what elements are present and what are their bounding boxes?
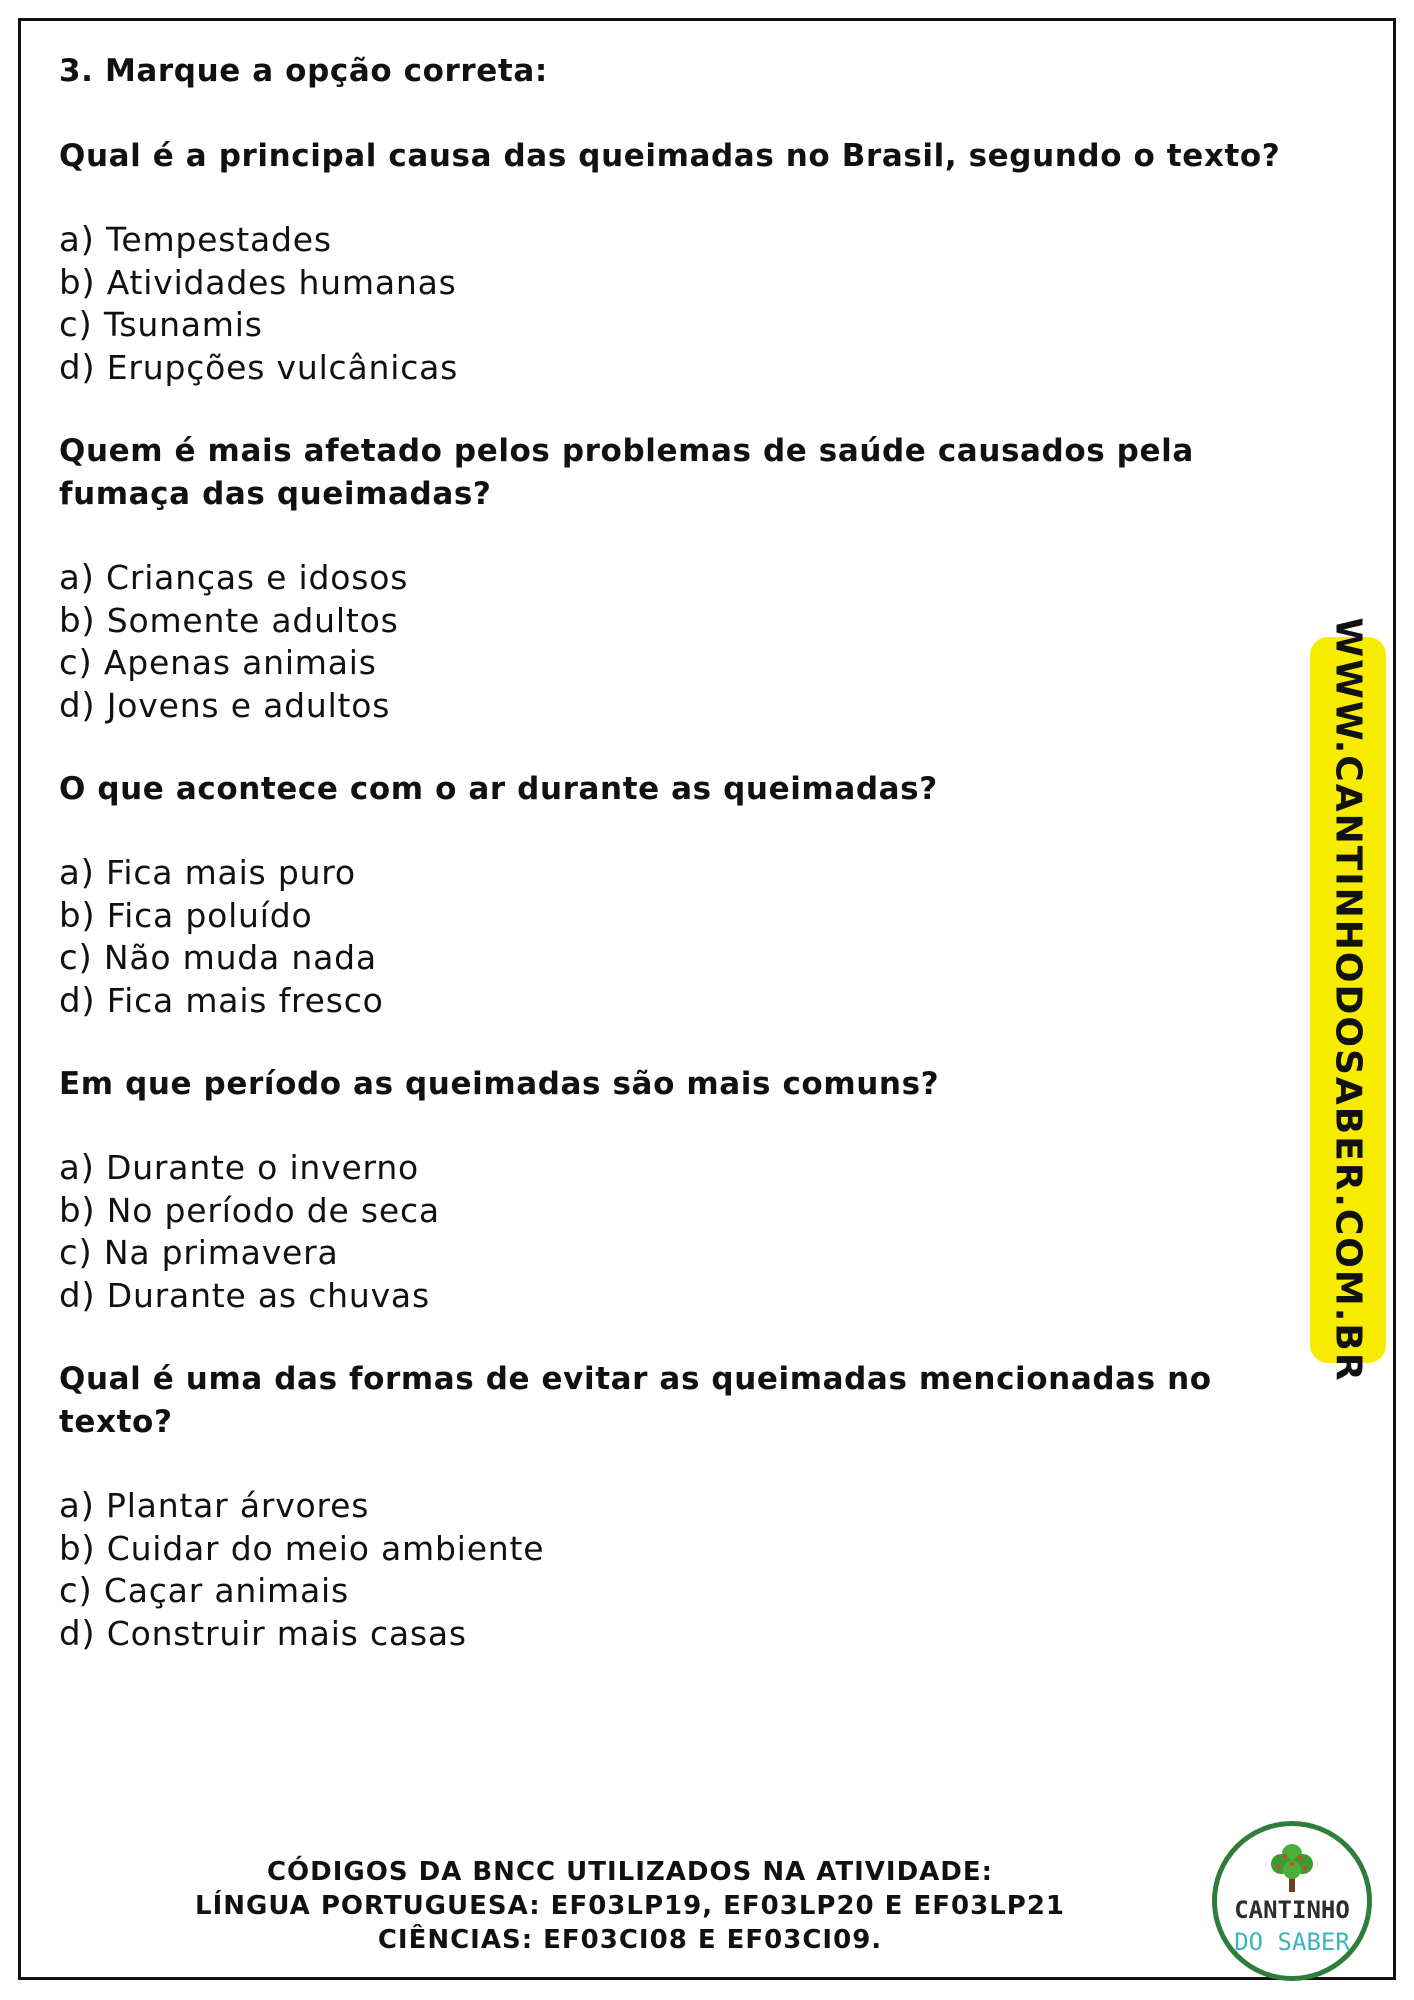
option-d[interactable]: [59, 685, 1309, 728]
options-list: [59, 557, 1309, 727]
option-b[interactable]: [59, 262, 1309, 305]
question-block-5: [59, 1358, 1309, 1655]
website-badge: [1310, 617, 1386, 1383]
option-text: Jovens e adultos: [106, 685, 391, 725]
option-c[interactable]: [59, 1570, 1309, 1613]
question-block-4: [59, 1063, 1309, 1317]
option-c[interactable]: [59, 304, 1309, 347]
option-text: Plantar árvores: [106, 1486, 370, 1525]
option-text: Durante o inverno: [106, 1148, 420, 1187]
option-letter: b): [59, 262, 96, 303]
options-list: [59, 852, 1309, 1022]
option-letter: d): [59, 685, 96, 726]
option-b[interactable]: [59, 1190, 1309, 1233]
options-list: [59, 1147, 1309, 1317]
option-d[interactable]: [59, 1275, 1309, 1318]
option-text: Erupções vulcânicas: [106, 347, 459, 387]
option-d[interactable]: [59, 1613, 1309, 1656]
option-letter: b): [59, 1190, 96, 1231]
option-text: Não muda nada: [103, 938, 377, 977]
bncc-science: CIÊNCIAS: EF03CI08 E EF03CI09.: [377, 1925, 883, 1955]
options-list: [59, 1485, 1309, 1655]
option-letter: d): [59, 347, 96, 388]
option-b[interactable]: [59, 1528, 1309, 1571]
question-block-2: [59, 430, 1309, 727]
question-text: Qual é a principal causa das queimadas no Brasil, segundo o texto?: [59, 138, 1281, 174]
option-letter: a): [59, 220, 95, 260]
logo-subtitle: DO SABER: [1234, 1928, 1350, 1956]
exercise-heading: 3. Marque a opção correta:: [59, 53, 548, 89]
option-letter: d): [59, 1613, 96, 1654]
option-letter: c): [59, 643, 93, 683]
option-letter: b): [59, 1528, 96, 1569]
question-block-1: [59, 135, 1309, 389]
option-text: Tempestades: [106, 220, 332, 259]
option-letter: a): [59, 558, 95, 598]
question-text: Qual é uma das formas de evitar as queimadas mencionadas no texto?: [59, 1361, 1212, 1440]
option-text: Fica mais fresco: [106, 980, 384, 1020]
bncc-codes: [130, 1855, 1130, 1957]
option-text: Cuidar do meio ambiente: [106, 1528, 545, 1568]
worksheet-content: [59, 50, 1309, 1696]
option-text: Atividades humanas: [106, 262, 457, 302]
bncc-title: CÓDIGOS DA BNCC UTILIZADOS NA ATIVIDADE:: [266, 1857, 994, 1887]
option-text: Crianças e idosos: [106, 558, 409, 597]
option-a[interactable]: [59, 557, 1309, 600]
options-list: [59, 219, 1309, 389]
question-text: O que acontece com o ar durante as queimadas?: [59, 771, 938, 807]
option-letter: c): [59, 305, 93, 345]
option-letter: d): [59, 1275, 96, 1316]
option-letter: b): [59, 895, 96, 936]
option-text: No período de seca: [106, 1190, 440, 1230]
option-letter: b): [59, 600, 96, 641]
option-a[interactable]: [59, 1147, 1309, 1190]
option-text: Apenas animais: [103, 643, 377, 682]
option-text: Tsunamis: [103, 305, 263, 344]
option-d[interactable]: [59, 347, 1309, 390]
tree-icon: [1267, 1842, 1317, 1894]
option-a[interactable]: [59, 852, 1309, 895]
option-letter: a): [59, 1148, 95, 1188]
option-text: Fica poluído: [106, 895, 313, 935]
question-block-3: [59, 768, 1309, 1022]
option-letter: c): [59, 1571, 93, 1611]
option-d[interactable]: [59, 980, 1309, 1023]
option-text: Caçar animais: [103, 1571, 349, 1610]
option-b[interactable]: [59, 895, 1309, 938]
option-text: Construir mais casas: [106, 1613, 467, 1653]
option-c[interactable]: [59, 1232, 1309, 1275]
logo-title: CANTINHO: [1234, 1896, 1350, 1924]
option-text: Fica mais puro: [106, 853, 356, 892]
option-b[interactable]: [59, 600, 1309, 643]
option-a[interactable]: [59, 1485, 1309, 1528]
bncc-portuguese: LÍNGUA PORTUGUESA: EF03LP19, EF03LP20 E EF03LP21: [195, 1891, 1065, 1921]
option-text: Durante as chuvas: [106, 1275, 430, 1315]
question-text: Em que período as queimadas são mais comuns?: [59, 1066, 940, 1102]
option-letter: a): [59, 1486, 95, 1526]
cantinho-logo: [1212, 1821, 1372, 1981]
option-c[interactable]: [59, 642, 1309, 685]
option-letter: a): [59, 853, 95, 893]
option-text: Na primavera: [103, 1233, 339, 1272]
question-text: Quem é mais afetado pelos problemas de saúde causados pela fumaça das queimadas?: [59, 433, 1194, 512]
option-c[interactable]: [59, 937, 1309, 980]
option-letter: c): [59, 1233, 93, 1273]
option-letter: c): [59, 938, 93, 978]
option-a[interactable]: [59, 219, 1309, 262]
option-letter: d): [59, 980, 96, 1021]
option-text: Somente adultos: [106, 600, 399, 640]
website-url[interactable]: WWW.CANTINHODOSABER.COM.BR: [1327, 617, 1369, 1383]
